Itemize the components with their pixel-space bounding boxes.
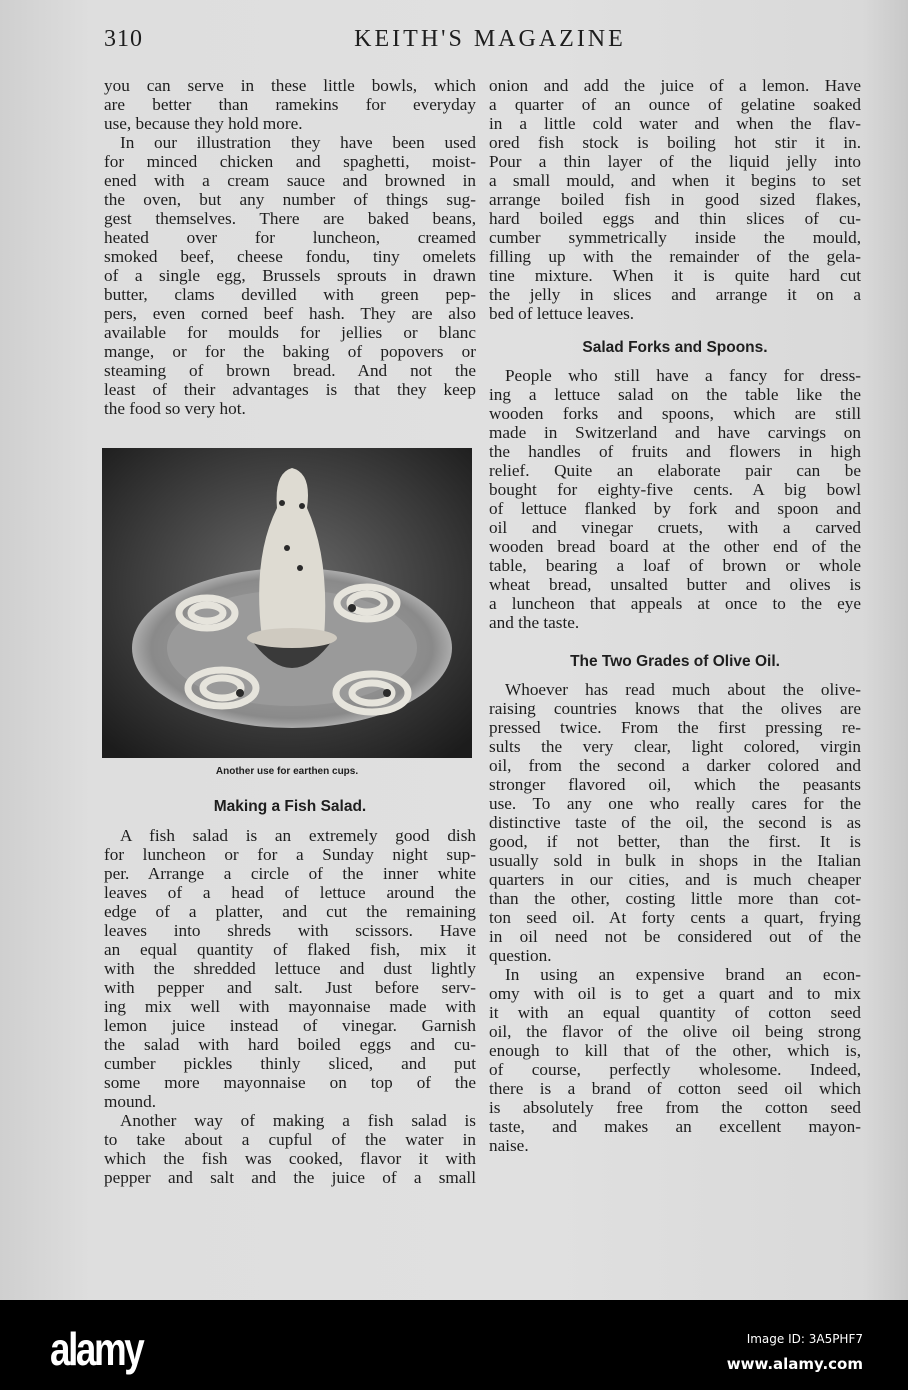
text-line: some more mayonnaise on top of the [104,1073,476,1092]
text-line: the oven, but any number of things sug- [104,190,476,209]
text-line: table, bearing a loaf of brown or whole [489,556,861,575]
text-line: taste, and makes an excellent mayon- [489,1117,861,1136]
text-line: ing a lettuce salad on the table like the [489,385,861,404]
text-line: the food so very hot. [104,399,246,418]
section-heading-olive-oil: The Two Grades of Olive Oil. [570,653,780,670]
paragraph [104,76,476,133]
text-line: is absolutely free from the cotton seed [489,1098,861,1117]
text-line: distinctive taste of the oil, the second is as [489,813,861,832]
section-heading-salad-forks: Salad Forks and Spoons. [582,339,768,356]
photo-earthen-cups [102,448,472,758]
text-line: naise. [489,1136,529,1155]
text-line: of lettuce flanked by fork and spoon and [489,499,861,518]
text-line: hard boiled eggs and thin slices of cu- [489,209,861,228]
text-line: In using an expensive brand an econ- [505,965,861,984]
text-line: made in Switzerland and have carvings on [489,423,861,442]
text-line: A fish salad is an extremely good dish [120,826,476,845]
text-line: the jelly in slices and arrange it on a [489,285,861,304]
text-line: pressed twice. From the first pressing re- [489,718,861,737]
text-line: sults the very clear, light colored, virgin [489,737,861,756]
paragraph [104,1111,476,1187]
text-line: leaves of a head of lettuce around the [104,883,476,902]
text-line: ored fish stock is boiling hot stir it in. [489,133,861,152]
text-line: wooden forks and spoons, which are still [489,404,861,423]
text-line: usually sold in bulk in shops in the Italian [489,851,861,870]
text-line: relief. Quite an elaborate pair can be [489,461,861,480]
text-line: pers, even corned beef hash. They are also [104,304,476,323]
text-line: the handles of fruits and flowers in high [489,442,861,461]
text-line: per. Arrange a circle of the inner white [104,864,476,883]
text-line: oil, from the second a darker colored and [489,756,861,775]
text-line: the salad with hard boiled eggs and cu- [104,1035,476,1054]
text-line: available for moulds for jellies or blanc [104,323,476,342]
text-line: steaming of brown bread. And not the [104,361,476,380]
paragraph [489,680,861,965]
site-url[interactable]: www.alamy.com [726,1355,863,1373]
text-line: butter, clams devilled with green pep- [104,285,476,304]
text-line: tine mixture. When it is quite hard cut [489,266,861,285]
text-line: for luncheon or for a Sunday night sup- [104,845,476,864]
text-line: ened with a cream sauce and browned in [104,171,476,190]
text-line: which the fish was cooked, flavor it with [104,1149,476,1168]
section-heading-fish-salad: Making a Fish Salad. [213,798,367,815]
text-line: wheat bread, unsalted butter and olives is [489,575,861,594]
text-line: in a little cold water and when the flav- [489,114,861,133]
alamy-logo: alamy [50,1323,143,1375]
text-line: gest themselves. There are baked beans, [104,209,476,228]
text-line: ton seed oil. At forty cents a quart, frying [489,908,861,927]
text-line: use. To any one who really cares for the [489,794,861,813]
text-line: wooden bread board at the other end of the [489,537,861,556]
text-line: heated over for luncheon, creamed [104,228,476,247]
text-line: use, because they hold more. [104,114,303,133]
text-line: Whoever has read much about the olive- [505,680,861,699]
text-line: omy with oil is to get a quart and to mix [489,984,861,1003]
text-line: quarters in our cities, and is much cheaper [489,870,861,889]
text-line: enough to kill that of the other, which is, [489,1041,861,1060]
text-line: ing mix well with mayonnaise made with [104,997,476,1016]
text-line: good, if not better, than the first. It is [489,832,861,851]
paragraph [489,366,861,632]
text-line: oil, the flavor of the olive oil being strong [489,1022,861,1041]
text-line: arrange boiled fish in good sized flakes, [489,190,861,209]
paragraph [489,965,861,1155]
text-line: filling up with the remainder of the gela- [489,247,861,266]
running-title: KEITH'S MAGAZINE [354,26,626,52]
text-line: than the other, costing little more than cot- [489,889,861,908]
text-line: leaves into shreds with scissors. Have [104,921,476,940]
text-line: of course, perfectly wholesome. Indeed, [489,1060,861,1079]
text-line: pepper and salt and the juice of a small [104,1168,476,1187]
text-line: mound. [104,1092,157,1111]
text-line: in oil need not be considered out of the [489,927,861,946]
text-line: of a single egg, Brussels sprouts in drawn [104,266,476,285]
text-line: and the taste. [489,613,580,632]
text-line: bought for eighty-five cents. A big bowl [489,480,861,499]
text-line: stronger flavored oil, which the peasants [489,775,861,794]
text-line: raising countries knows that the olives are [489,699,861,718]
text-line: bed of lettuce leaves. [489,304,635,323]
text-line: In our illustration they have been used [120,133,476,152]
watermark-bar [0,1300,908,1390]
text-line: oil and vinegar cruets, with a carved [489,518,861,537]
text-line: question. [489,946,552,965]
paragraph [104,133,476,418]
text-line: there is a brand of cotton seed oil which [489,1079,861,1098]
text-line: an equal quantity of flaked fish, mix it [104,940,476,959]
text-line: a quarter of an ounce of gelatine soaked [489,95,861,114]
text-line: a small mould, and when it begins to set [489,171,861,190]
text-line: with pepper and salt. Just before serv- [104,978,476,997]
figure-caption: Another use for earthen cups. [215,766,359,777]
image-id: Image ID: 3A5PHF7 [746,1332,863,1346]
text-line: smoked beef, cheese fondu, tiny omelets [104,247,476,266]
text-line: Another way of making a fish salad is [120,1111,476,1130]
text-line: for minced chicken and spaghetti, moist- [104,152,476,171]
text-line: mange, or for the baking of popovers or [104,342,476,361]
paragraph [489,76,861,323]
paragraph [104,826,476,1111]
text-line: Pour a thin layer of the liquid jelly into [489,152,861,171]
text-line: cumber pickles thinly sliced, and put [104,1054,476,1073]
text-line: to take about a cupful of the water in [104,1130,476,1149]
text-line: it with an equal quantity of cotton seed [489,1003,861,1022]
text-line: onion and add the juice of a lemon. Have [489,76,861,95]
text-line: lemon juice instead of vinegar. Garnish [104,1016,476,1035]
text-line: with the shredded lettuce and dust lightly [104,959,476,978]
text-line: you can serve in these little bowls, which [104,76,476,95]
text-line: cumber symmetrically inside the mould, [489,228,861,247]
page-number: 310 [104,26,143,52]
text-line: a luncheon that appeals at once to the eye [489,594,861,613]
text-line: People who still have a fancy for dress- [505,366,861,385]
text-line: least of their advantages is that they keep [104,380,476,399]
text-line: edge of a platter, and cut the remaining [104,902,476,921]
text-line: are better than ramekins for everyday [104,95,476,114]
